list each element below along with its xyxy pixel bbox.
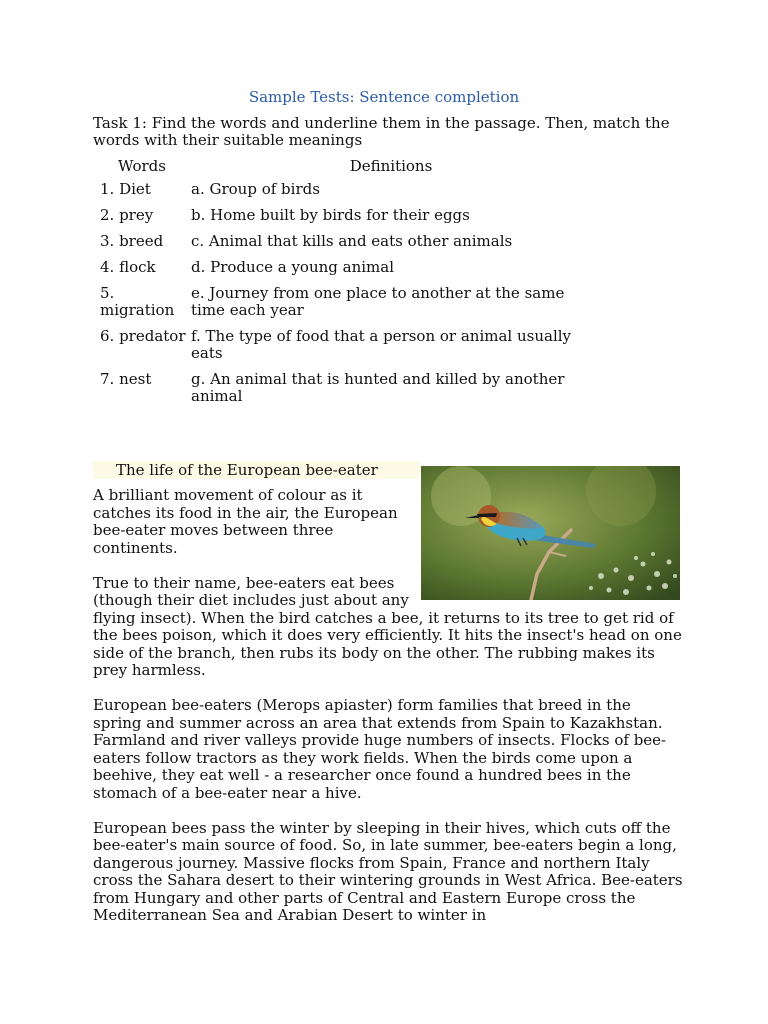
task-instructions [93, 115, 683, 149]
table-row [93, 207, 591, 233]
word-cell: 7. nest [100, 370, 152, 388]
article-paragraph: European bees pass the winter by sleeping in their hives, which cuts off the bee-eater's main source of food. So, in late summer, bee-eaters begin a long, dangerous journey. Massive flocks from Spain, France and northern Italy cross the Sahara desert to their wintering grounds in West Africa. Bee-eaters from Hungary and other parts of Central and Eastern Europe cross the Mediterranean Sea and Arabian Desert to winter in [93, 818, 683, 924]
table-row [93, 285, 591, 328]
image-wrap-spacer [415, 487, 683, 609]
table-row [93, 181, 591, 207]
table-row [93, 259, 591, 285]
word-cell: 5. migration [100, 284, 175, 319]
article-paragraph: European bee-eaters (Merops apiaster) form families that breed in the spring and summer across an area that extends from Spain to Kazakhstan. Farmland and river valleys provide huge numbers of insects. Flocks of bee-eaters follow tractors as they work fields. When the birds come upon a beehive, they eat well - a researcher once found a hundred bees in the stomach of a bee-eater near a hive. [93, 696, 667, 802]
definition-cell: g. An animal that is hunted and killed by another animal [191, 370, 565, 405]
table-row [93, 233, 591, 259]
article-paragraph: A brilliant movement of colour as it catches its food in the air, the European bee-eater moves between three continents. [93, 486, 398, 557]
words-header: Words [118, 157, 166, 175]
definition-cell: a. Group of birds [191, 180, 320, 198]
table-row [93, 371, 591, 414]
word-cell: 2. prey [100, 206, 154, 224]
definition-cell: f. The type of food that a person or animal usually eats [191, 327, 572, 362]
article-body [93, 487, 683, 942]
definitions-header: Definitions [349, 157, 433, 175]
task-label: Task 1: [93, 114, 147, 132]
definition-cell: c. Animal that kills and eats other animals [191, 232, 513, 250]
definition-cell: e. Journey from one place to another at the same time each year [191, 284, 565, 319]
task-text: Find the words and underline them in the passage. Then, match the words with their suitable meanings [93, 114, 670, 149]
word-cell: 6. predator [100, 327, 186, 345]
word-cell: 1. Diet [100, 180, 151, 198]
word-cell: 4. flock [100, 258, 156, 276]
article-paragraph: True to their name, bee-eaters eat bees (though their diet includes just about any flying insect). When the bird catches a bee, it returns to its tree to get rid of the bees poison, which it does very efficiently. It hits the insect's head on one side of the branch, then rubs its body on the other. The rubbing makes its prey harmless. [93, 573, 682, 679]
page-title: Sample Tests: Sentence completion [248, 88, 520, 106]
article-title: The life of the European bee-eater [93, 461, 419, 479]
definition-cell: b. Home built by birds for their eggs [191, 206, 470, 224]
word-cell: 3. breed [100, 232, 164, 250]
vocabulary-table [93, 154, 591, 414]
definition-cell: d. Produce a young animal [191, 258, 395, 276]
table-row [93, 328, 591, 371]
